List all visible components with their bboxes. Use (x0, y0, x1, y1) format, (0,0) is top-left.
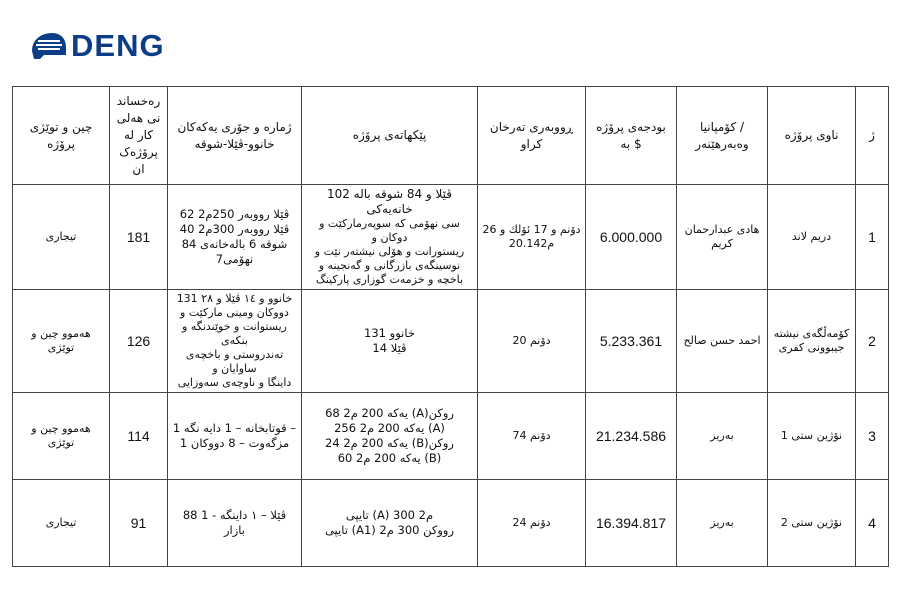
cell-budget: 5.233.361 (586, 290, 677, 393)
cell-project-name: کۆمەڵگەی نیشتە جیبوونی کفری (768, 290, 856, 393)
cell-type: تیجاری (13, 185, 110, 290)
cell-area: 74 دۆنم (478, 393, 586, 480)
cell-number: 1 (856, 185, 889, 290)
table-row (13, 185, 889, 290)
cell-area: 26 دۆنم و 17 ئۆلك و 20.14م2 (478, 185, 586, 290)
cell-budget: 6.000.000 (586, 185, 677, 290)
cell-units: 62 ڤێلا رووبەر 250م2 40 ڤێلا رووبەر 300م2 84 شوقە 6 بالەخانەی 7نهۆمی (168, 185, 302, 290)
table-row (13, 480, 889, 567)
header-project-name: ناوی پرۆژە (768, 87, 856, 185)
header-type: چین و توێژی پرۆژە (13, 87, 110, 185)
header-area: ڕووبەری تەرخان کراو (478, 87, 586, 185)
cell-number: 3 (856, 393, 889, 480)
cell-type: هەموو چین و توێژی (13, 393, 110, 480)
cell-units: 88 ڤێلا – ١ داینگە - 1 بازار (168, 480, 302, 567)
header-units: ژمارە و جۆری یەکەکان خانوو-ڤێلا-شوقە (168, 87, 302, 185)
cell-number: 2 (856, 290, 889, 393)
cell-budget: 21.234.586 (586, 393, 677, 480)
cell-components: 68 یەکە 200 م2 (A)روکن 256 یەکە 200 م2 (A) 24 یەکە 200 م2 (B)روکن 60 یەکە 200 م2 (B) (302, 393, 478, 480)
cell-job-creation: 126 (110, 290, 168, 393)
header-job-creation: رەخساند نی هەلی کار لە پرۆژەک ان (110, 87, 168, 185)
cell-type: تیجاری (13, 480, 110, 567)
header-number: ژ (856, 87, 889, 185)
cell-project-name: نۆژین ستی 1 (768, 393, 856, 480)
header-components: پێکهاتەی پرۆژە (302, 87, 478, 185)
cell-components: تایپی (A) 300 م2 تایپی (A1) رووکن 300 م2 (302, 480, 478, 567)
table-row (13, 290, 889, 393)
cell-components: 102 ڤێلا و 84 شوقە بالە خانەیەکی سی نهۆمی کە سوپەرمارکێت و دوکان و ریستورانت و هۆلی نیشتەر نێت و نوسینگەی بازرگانی و گەنجینە و باخچە و خزمەت گوزاری پارکینگ (302, 185, 478, 290)
cell-area: 20 دۆنم (478, 290, 586, 393)
table-row (13, 393, 889, 480)
header-company: کۆمپانیا / وەبەرهێنەر (677, 87, 768, 185)
cell-company: بەریز (677, 480, 768, 567)
cell-components: 131 خانوو 14 ڤێلا (302, 290, 478, 393)
header-budget: بودجەی پرۆژە بە $ (586, 87, 677, 185)
cell-job-creation: 181 (110, 185, 168, 290)
cell-company: هادی عبدارحمان کریم (677, 185, 768, 290)
cell-type: هەموو چین و توێژی (13, 290, 110, 393)
cell-number: 4 (856, 480, 889, 567)
projects-table (12, 86, 889, 567)
helmet-logo-icon (30, 31, 68, 61)
cell-job-creation: 114 (110, 393, 168, 480)
cell-project-name: نۆژین ستی 2 (768, 480, 856, 567)
cell-project-name: دریم لاند (768, 185, 856, 290)
cell-company: احمد حسن صالح (677, 290, 768, 393)
cell-area: 24 دۆنم (478, 480, 586, 567)
cell-company: بەریز (677, 393, 768, 480)
deng-logo (30, 26, 165, 66)
cell-job-creation: 91 (110, 480, 168, 567)
logo-wordmark: DENG (71, 28, 165, 63)
cell-budget: 16.394.817 (586, 480, 677, 567)
cell-units: 131 خانوو و ١٤ ڤێلا و ٢٨ دووکان ومینی مارکێت و ریستوانت و خوێندنگە و بنکەی تەندروستی و باخچەی ساوایان و داینگا و ناوچەی سەوزایی (168, 290, 302, 393)
cell-units: 1 قوتابخانە – 1 دایە نگە – 1 مزگەوت – 8 دووکان (168, 393, 302, 480)
table-header-row (13, 87, 889, 185)
